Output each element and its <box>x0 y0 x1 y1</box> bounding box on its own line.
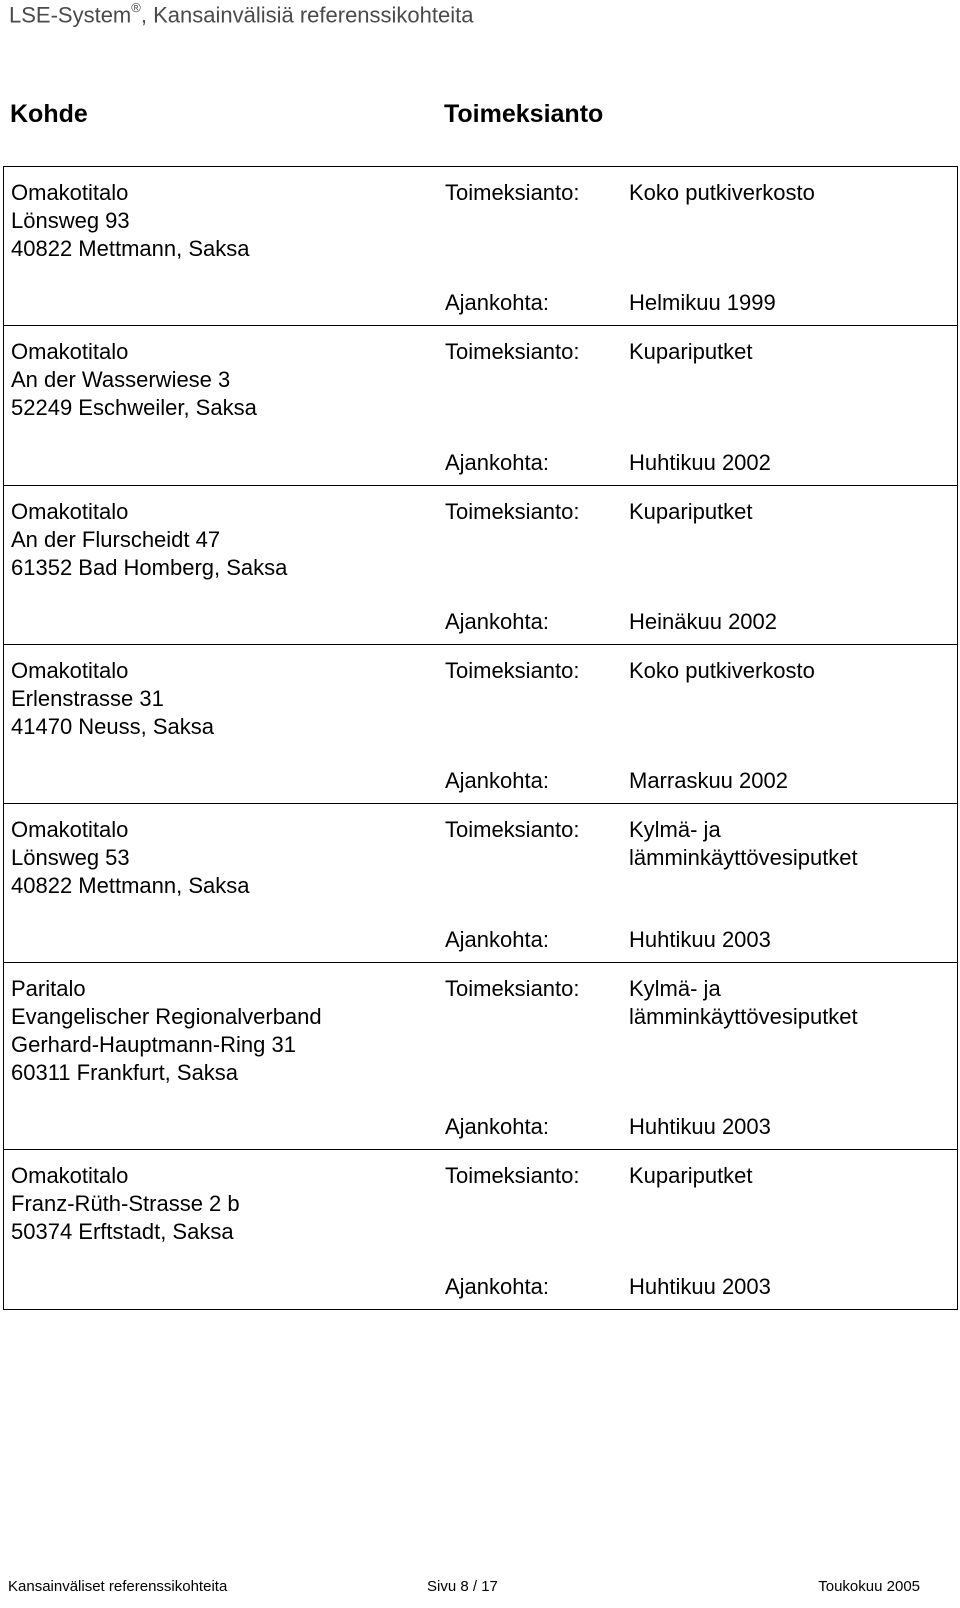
site-address-line: Lönsweg 53 <box>11 845 130 871</box>
column-header-kohde: Kohde <box>10 100 88 128</box>
footer-date: Toukokuu 2005 <box>818 1578 920 1595</box>
site-address <box>11 1162 240 1246</box>
site-address-line: 52249 Eschweiler, Saksa <box>11 395 257 421</box>
site-address-line: 40822 Mettmann, Saksa <box>11 236 250 261</box>
table-row <box>4 645 957 804</box>
site-address-line: Omakotitalo <box>11 817 129 843</box>
table-row <box>4 486 957 645</box>
assignment-value <box>629 657 815 685</box>
assignment-label: Toimeksianto: <box>445 976 580 1002</box>
assignment-value-line: Kupariputket <box>629 339 753 365</box>
timing-label: Ajankohta: <box>445 768 549 794</box>
site-address-line: Paritalo <box>11 976 86 1002</box>
assignment-value-line: Koko putkiverkosto <box>629 180 815 205</box>
table-row <box>4 1150 957 1309</box>
timing-value: Huhtikuu 2003 <box>629 927 771 953</box>
site-address-line: Gerhard-Hauptmann-Ring 31 <box>11 1032 296 1058</box>
site-address-line: Omakotitalo <box>11 1163 129 1189</box>
assignment-value <box>629 498 753 526</box>
site-address-line: Omakotitalo <box>11 180 129 205</box>
table-row <box>4 804 957 963</box>
site-address-line: Omakotitalo <box>11 498 129 524</box>
assignment-value-line: lämminkäyttövesiputket <box>629 1004 858 1030</box>
site-address-line: An der Wasserwiese 3 <box>11 367 231 393</box>
footer-page-number: Sivu 8 / 17 <box>427 1578 498 1595</box>
assignment-label: Toimeksianto: <box>445 1163 580 1189</box>
registered-mark: ® <box>131 0 141 15</box>
timing-label: Ajankohta: <box>445 290 549 316</box>
table-row <box>4 963 957 1150</box>
site-address <box>11 657 214 741</box>
timing-label: Ajankohta: <box>445 927 549 953</box>
site-address-line: Omakotitalo <box>11 657 129 683</box>
assignment-value <box>629 1162 753 1190</box>
table-row <box>4 326 957 485</box>
footer-document-name: Kansainväliset referenssikohteita <box>8 1578 228 1595</box>
site-address-line: Omakotitalo <box>11 339 129 365</box>
assignment-value <box>629 816 858 872</box>
timing-value: Helmikuu 1999 <box>629 290 776 316</box>
assignment-value-line: Kupariputket <box>629 1163 753 1189</box>
reference-table <box>3 166 958 1310</box>
site-address <box>11 498 287 582</box>
assignment-label: Toimeksianto: <box>445 180 580 205</box>
assignment-value <box>629 179 815 207</box>
site-address-line: 50374 Erftstadt, Saksa <box>11 1219 234 1245</box>
site-address-line: 60311 Frankfurt, Saksa <box>11 1060 239 1086</box>
timing-label: Ajankohta: <box>445 1114 549 1140</box>
assignment-value <box>629 338 753 366</box>
timing-label: Ajankohta: <box>445 1273 549 1299</box>
site-address-line: Evangelischer Regionalverband <box>11 1004 322 1030</box>
table-row <box>4 167 957 326</box>
site-address <box>11 179 249 263</box>
assignment-value-line: Kylmä- ja <box>629 817 721 843</box>
timing-value: Heinäkuu 2002 <box>629 608 778 634</box>
assignment-label: Toimeksianto: <box>445 498 580 524</box>
site-address <box>11 816 249 900</box>
assignment-value <box>629 975 858 1031</box>
site-address-line: Franz-Rüth-Strasse 2 b <box>11 1191 240 1217</box>
header-title-text: LSE-System <box>9 2 132 28</box>
site-address-line: An der Flurscheidt 47 <box>11 526 221 552</box>
assignment-value-line: Kupariputket <box>629 498 753 524</box>
column-header-toimeksianto: Toimeksianto <box>444 100 604 128</box>
assignment-value-line: Koko putkiverkosto <box>629 657 815 683</box>
site-address-line: Erlenstrasse 31 <box>11 685 164 711</box>
assignment-label: Toimeksianto: <box>445 657 580 683</box>
assignment-label: Toimeksianto: <box>445 817 580 843</box>
timing-value: Huhtikuu 2003 <box>629 1273 771 1299</box>
timing-label: Ajankohta: <box>445 608 549 634</box>
site-address <box>11 975 322 1087</box>
timing-value: Huhtikuu 2002 <box>629 449 771 475</box>
assignment-value-line: Kylmä- ja <box>629 976 721 1002</box>
timing-value: Huhtikuu 2003 <box>629 1114 771 1140</box>
page-header-title <box>9 2 473 28</box>
site-address <box>11 338 257 422</box>
assignment-value-line: lämminkäyttövesiputket <box>629 845 858 871</box>
site-address-line: 41470 Neuss, Saksa <box>11 713 215 739</box>
site-address-line: Lönsweg 93 <box>11 208 130 233</box>
site-address-line: 40822 Mettmann, Saksa <box>11 873 250 899</box>
site-address-line: 61352 Bad Homberg, Saksa <box>11 554 288 580</box>
timing-label: Ajankohta: <box>445 449 549 475</box>
assignment-label: Toimeksianto: <box>445 339 580 365</box>
header-subtitle-text: , Kansainvälisiä referenssikohteita <box>140 2 474 28</box>
timing-value: Marraskuu 2002 <box>629 768 788 794</box>
